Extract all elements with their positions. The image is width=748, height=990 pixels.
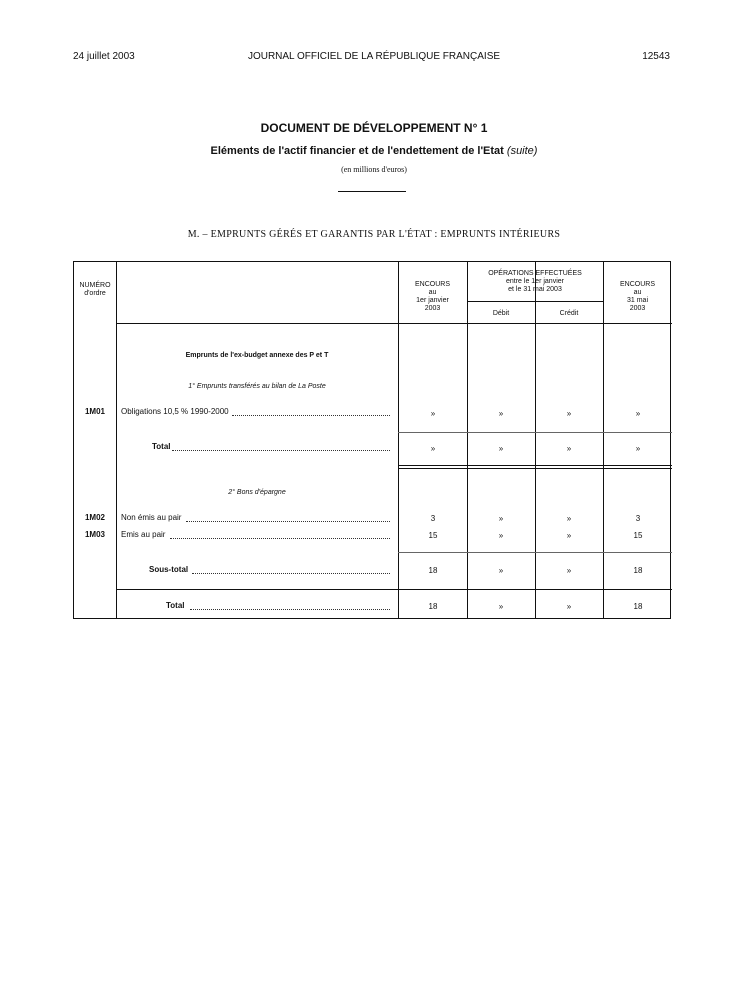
header-encours-start-line3: 1er janvier	[416, 297, 449, 304]
header-operations	[467, 270, 603, 294]
col-divider-label	[398, 262, 399, 618]
leader-dots	[172, 450, 390, 451]
cell-credit: »	[566, 566, 572, 575]
row-label: Emis au pair	[121, 530, 166, 539]
header-bottom-line	[116, 323, 672, 324]
row-code: 1M02	[84, 513, 105, 522]
row-label-subtotal: Sous-total	[149, 565, 189, 574]
cell-end: 3	[635, 514, 641, 523]
header-encours-start	[398, 281, 467, 313]
header-encours-end-line2: au	[633, 289, 642, 296]
header-operations-line2: entre le 1er janvier	[506, 278, 564, 285]
cell-start: 18	[428, 566, 438, 575]
leader-dots	[190, 609, 390, 610]
title-divider	[338, 191, 406, 192]
unit-note: (en millions d'euros)	[341, 165, 407, 174]
row-code: 1M03	[84, 530, 105, 539]
header-numero-line1: NUMÉRO	[79, 282, 111, 289]
header-page-number: 12543	[642, 51, 670, 62]
cell-credit: »	[566, 444, 572, 453]
group-title: Emprunts de l'ex-budget annexe des P et T	[185, 352, 329, 359]
col-divider-code	[116, 262, 117, 618]
row-label: Non émis au pair	[121, 513, 182, 522]
header-encours-start-line1: ENCOURS	[414, 281, 450, 288]
cell-start: 3	[430, 514, 436, 523]
header-encours-start-line4: 2003	[424, 305, 441, 312]
header-encours-start-line2: au	[428, 289, 437, 296]
header-encours-end-line4: 2003	[629, 305, 646, 312]
header-operations-line1: OPÉRATIONS EFFECTUÉES	[488, 270, 582, 277]
header-encours-end-line3: 31 mai	[626, 297, 648, 304]
section2-title: 2° Bons d'épargne	[228, 489, 286, 496]
cell-end: 18	[633, 602, 643, 611]
subtitle-text: Eléments de l'actif financier et de l'endettement de l'Etat	[210, 145, 504, 157]
header-numero	[74, 282, 116, 298]
section-title: M. – EMPRUNTS GÉRÉS ET GARANTIS PAR L'ÉTAT : EMPRUNTS INTÉRIEURS	[187, 229, 561, 240]
cell-end: »	[635, 444, 641, 453]
header-operations-line3: et le 31 mai 2003	[508, 286, 562, 293]
row-label-total: Total	[166, 601, 185, 610]
leader-dots	[186, 521, 390, 522]
leader-dots	[170, 538, 390, 539]
cell-credit: »	[566, 602, 572, 611]
cell-credit: »	[566, 514, 572, 523]
header-credit: Crédit	[559, 310, 579, 317]
subtitle-suite: (suite)	[506, 145, 538, 157]
subtotal-top-line	[398, 552, 672, 553]
cell-start: 15	[428, 531, 438, 540]
cell-credit: »	[566, 531, 572, 540]
operations-header-divider	[467, 301, 603, 302]
header-numero-line2: d'ordre	[84, 290, 106, 297]
cell-end: »	[635, 409, 641, 418]
cell-debit: »	[498, 444, 504, 453]
cell-debit: »	[498, 602, 504, 611]
header-encours-end	[603, 281, 672, 313]
header-debit: Débit	[492, 310, 510, 317]
cell-credit: »	[566, 409, 572, 418]
emprunts-table	[73, 261, 671, 619]
cell-start: 18	[428, 602, 438, 611]
document-subtitle	[0, 145, 748, 157]
section1-title: 1° Emprunts transférés au bilan de La Poste	[188, 383, 326, 390]
cell-debit: »	[498, 531, 504, 540]
total-top-line	[116, 589, 672, 590]
document-title: DOCUMENT DE DÉVELOPPEMENT N° 1	[260, 121, 488, 135]
row-label-total: Total	[152, 442, 171, 451]
row-code: 1M01	[84, 407, 105, 416]
cell-start: »	[430, 409, 436, 418]
header-journal-name: JOURNAL OFFICIEL DE LA RÉPUBLIQUE FRANÇAISE	[247, 51, 501, 62]
row-label: Obligations 10,5 % 1990-2000	[121, 407, 229, 416]
leader-dots	[232, 415, 390, 416]
section-separator	[398, 465, 672, 469]
header-date: 24 juillet 2003	[73, 51, 135, 62]
total-top-line	[398, 432, 672, 433]
cell-debit: »	[498, 409, 504, 418]
cell-debit: »	[498, 566, 504, 575]
leader-dots	[192, 573, 390, 574]
cell-end: 15	[633, 531, 643, 540]
cell-debit: »	[498, 514, 504, 523]
header-encours-end-line1: ENCOURS	[619, 281, 655, 288]
cell-end: 18	[633, 566, 643, 575]
cell-start: »	[430, 444, 436, 453]
col-divider-credit	[603, 262, 604, 618]
